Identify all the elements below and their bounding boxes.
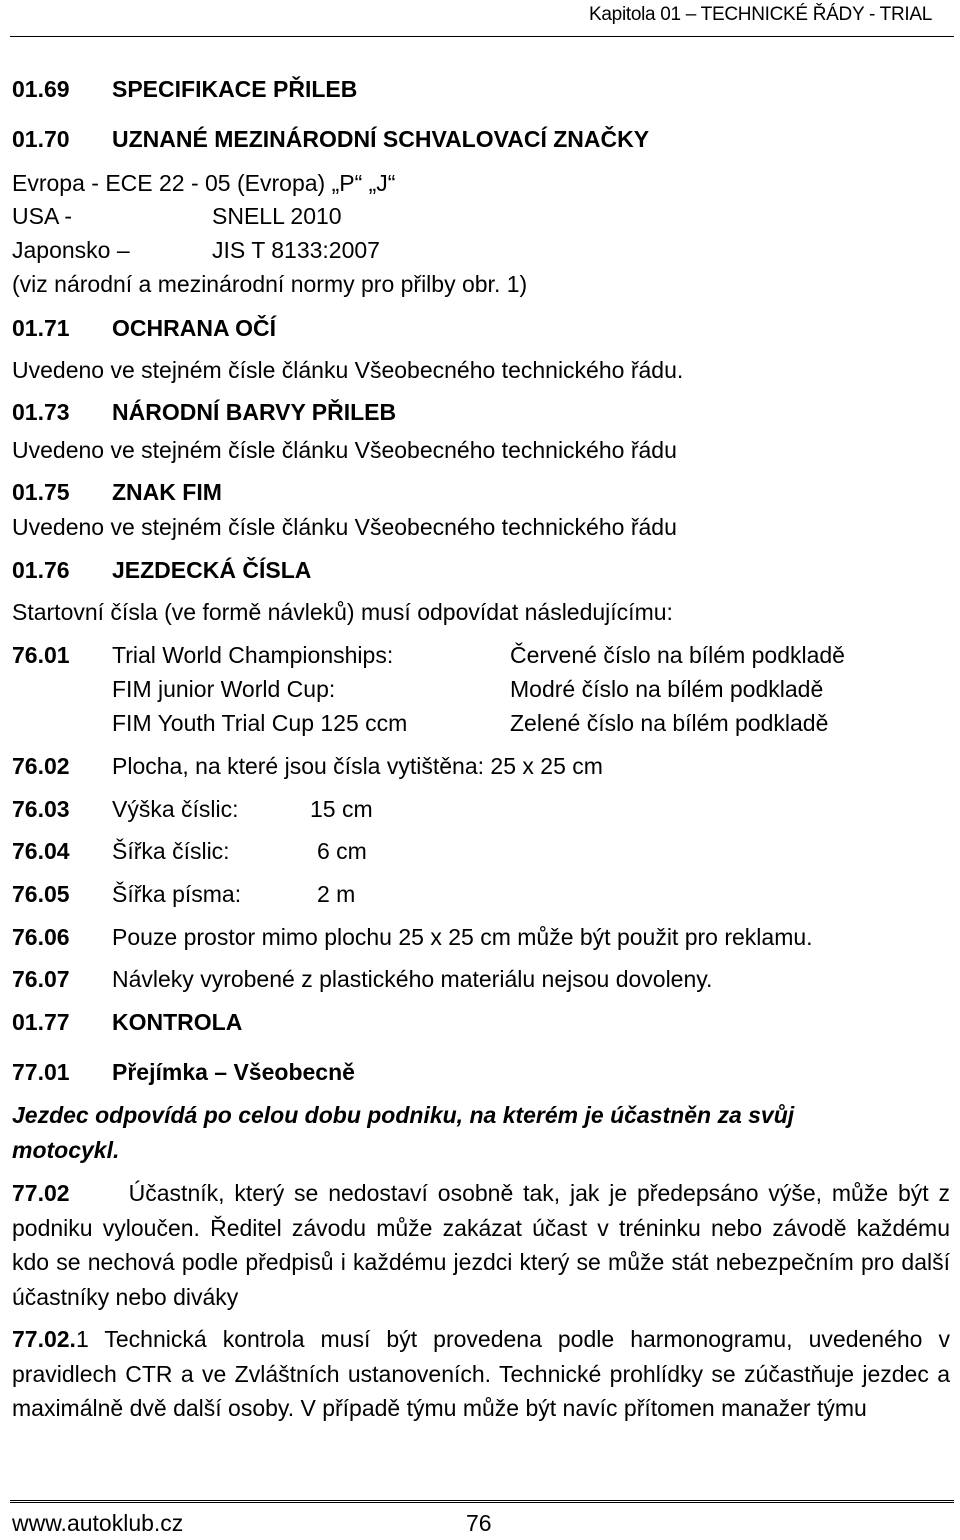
rule-text: Pouze prostor mimo plochu 25 x 25 cm může být použit pro reklamu. (112, 924, 813, 950)
section-text: Uvedeno ve stejném čísle článku Všeobecného technického řádu (12, 514, 677, 540)
class-color: Zelené číslo na bílém podkladě (510, 710, 829, 736)
class-label: Trial World Championships: (112, 642, 394, 668)
section-title: OCHRANA OČÍ (112, 315, 276, 341)
rule-label: Výška číslic: (112, 796, 239, 822)
rule-77-02 (12, 1176, 950, 1314)
class-color: Červené číslo na bílém podkladě (510, 642, 845, 668)
rule-text: Technická kontrola musí být provedena podle harmonogramu, uvedeného v pravidlech CTR a ve Zvláštních ustanoveních. Technické prohlídky se zúčastňuje jezdec a maximálně dvě další osoby. V případě týmu může být navíc přítomen manažer týmu (12, 1326, 950, 1421)
approval-note: (viz národní a mezinárodní normy pro přilby obr. 1) (12, 271, 528, 297)
section-number: 01.77 (12, 1009, 70, 1035)
footer-website: www.autoklub.cz (12, 1510, 184, 1536)
section-title: ZNAK FIM (112, 479, 222, 505)
rule-number-suffix: 1 (75, 1326, 89, 1352)
class-label: FIM junior World Cup: (112, 676, 336, 702)
footer-rule (10, 1500, 954, 1503)
rule-value: 6 cm (317, 838, 367, 864)
rule-number: 76.05 (12, 881, 70, 907)
page-number: 76 (466, 1510, 492, 1536)
approval-europe: Evropa - ECE 22 - 05 (Evropa) „P“ „J“ (12, 170, 396, 196)
rule-text: Účastník, který se nedostaví osobně tak, jak je předepsáno výše, může být z podniku vyloučen. Ředitel závodu může zakázat účast v tréninku nebo závodě každému kdo se nechová podle předpisů i každému jezdci který se může stát nebezpečním pro další účastníky nebo diváky (12, 1180, 950, 1310)
rule-value: 15 cm (310, 796, 373, 822)
section-number: 01.73 (12, 399, 70, 425)
section-text: Uvedeno ve stejném čísle článku Všeobecného technického řádu. (12, 357, 684, 383)
rule-label: Šířka písma: (112, 881, 242, 907)
rule-77-02-1 (12, 1322, 950, 1426)
rule-label: Šířka číslic: (112, 838, 230, 864)
rule-title: Přejímka – Všeobecně (112, 1059, 355, 1085)
section-title: JEZDECKÁ ČÍSLA (112, 557, 312, 583)
section-title: UZNANÉ MEZINÁRODNÍ SCHVALOVACÍ ZNAČKY (112, 126, 650, 152)
rule-number: 77.02. (12, 1326, 76, 1352)
section-title: KONTROLA (112, 1009, 243, 1035)
section-number: 01.76 (12, 557, 70, 583)
class-label: FIM Youth Trial Cup 125 ccm (112, 710, 408, 736)
class-color: Modré číslo na bílém podkladě (510, 676, 824, 702)
rule-number: 76.03 (12, 796, 70, 822)
rule-text: Plocha, na které jsou čísla vytištěna: 25 x 25 cm (112, 753, 603, 779)
rule-number: 76.06 (12, 924, 70, 950)
section-text: Uvedeno ve stejném čísle článku Všeobecného technického řádu (12, 437, 677, 463)
rule-number: 76.02 (12, 753, 70, 779)
rule-number: 76.07 (12, 966, 70, 992)
rule-77-01-text-line2: motocykl. (12, 1137, 120, 1163)
numbers-intro: Startovní čísla (ve formě návleků) musí odpovídat následujícímu: (12, 599, 673, 625)
chapter-header: Kapitola 01 – TECHNICKÉ ŘÁDY - TRIAL (589, 4, 932, 25)
rule-number: 77.02 (12, 1180, 70, 1206)
rule-number: 76.01 (12, 642, 70, 668)
rule-77-01-text-line1: Jezdec odpovídá po celou dobu podniku, na kterém je účastněn za svůj (12, 1102, 795, 1128)
header-rule (10, 36, 954, 37)
rule-value: 2 m (317, 881, 356, 907)
rule-number: 77.01 (12, 1059, 70, 1085)
section-number: 01.69 (12, 76, 70, 102)
rule-text: Návleky vyrobené z plastického materiálu nejsou dovoleny. (112, 966, 713, 992)
section-number: 01.71 (12, 315, 70, 341)
section-number: 01.75 (12, 479, 70, 505)
section-title: SPECIFIKACE PŘILEB (112, 76, 358, 102)
section-number: 01.70 (12, 126, 70, 152)
rule-number: 76.04 (12, 838, 70, 864)
section-title: NÁRODNÍ BARVY PŘILEB (112, 399, 397, 425)
